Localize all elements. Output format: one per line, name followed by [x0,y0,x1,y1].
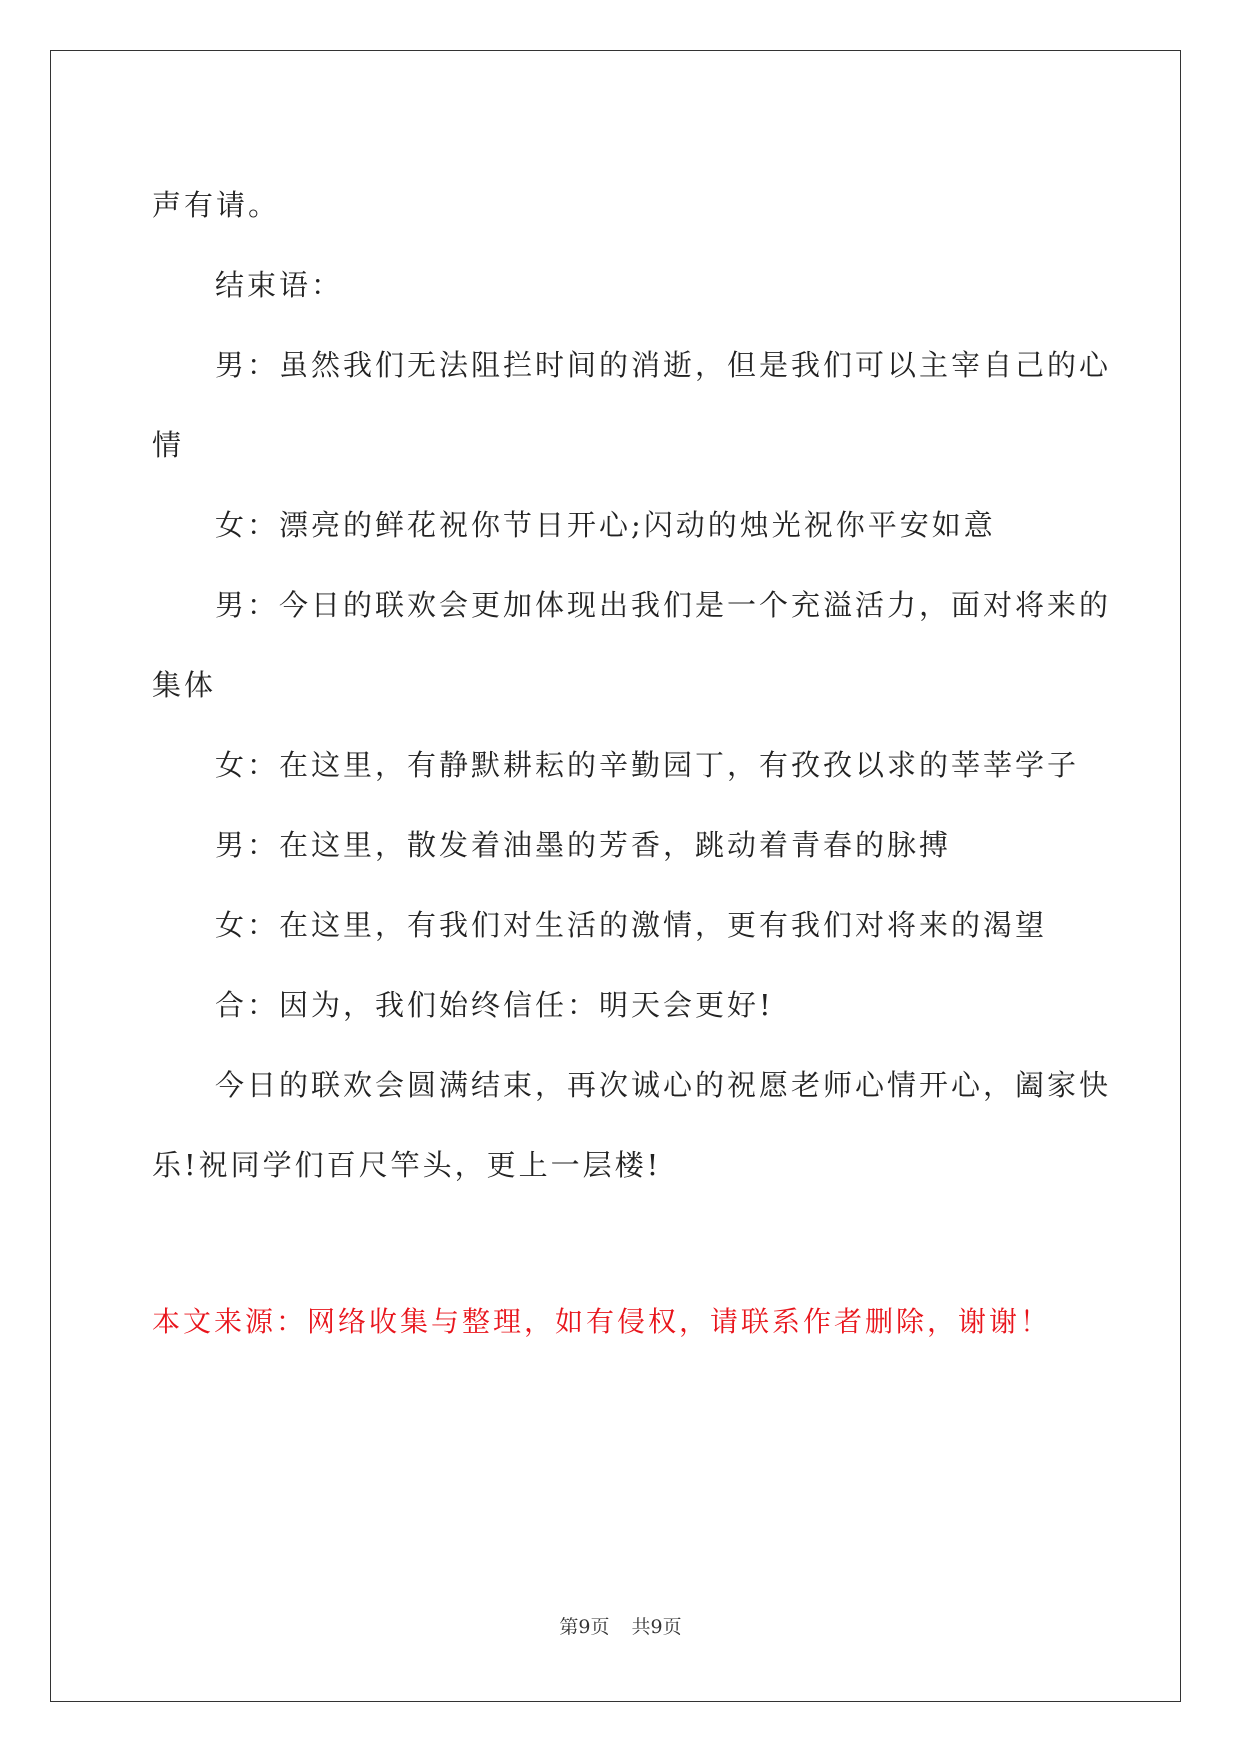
paragraph: 结束语： [215,268,344,302]
page-footer [0,1612,1241,1639]
paragraph: 合：因为，我们始终信任：明天会更好! [215,988,774,1022]
paragraph: 声有请。 [152,188,281,222]
paragraph: 乐!祝同学们百尺竿头，更上一层楼! [152,1148,662,1182]
paragraph: 男：在这里，散发着油墨的芳香，跳动着青春的脉搏 [215,828,952,862]
paragraph: 女：漂亮的鲜花祝你节日开心;闪动的烛光祝你平安如意 [215,508,996,542]
page-number: 第9页 [559,1616,610,1638]
document-body [152,165,1112,1205]
paragraph: 女：在这里，有我们对生活的激情，更有我们对将来的渴望 [215,908,1048,942]
paragraph: 男：今日的联欢会更加体现出我们是一个充溢活力，面对将来的 [215,588,1112,622]
source-note: 本文来源：网络收集与整理，如有侵权，请联系作者删除，谢谢！ [152,1305,1052,1338]
paragraph: 情 [152,428,185,462]
paragraph: 集体 [152,668,217,702]
paragraph: 女：在这里，有静默耕耘的辛勤园丁，有孜孜以求的莘莘学子 [215,748,1080,782]
paragraph: 男：虽然我们无法阻拦时间的消逝，但是我们可以主宰自己的心 [215,348,1112,382]
page-total: 共9页 [631,1616,682,1638]
paragraph: 今日的联欢会圆满结束，再次诚心的祝愿老师心情开心，阖家快 [215,1068,1112,1102]
